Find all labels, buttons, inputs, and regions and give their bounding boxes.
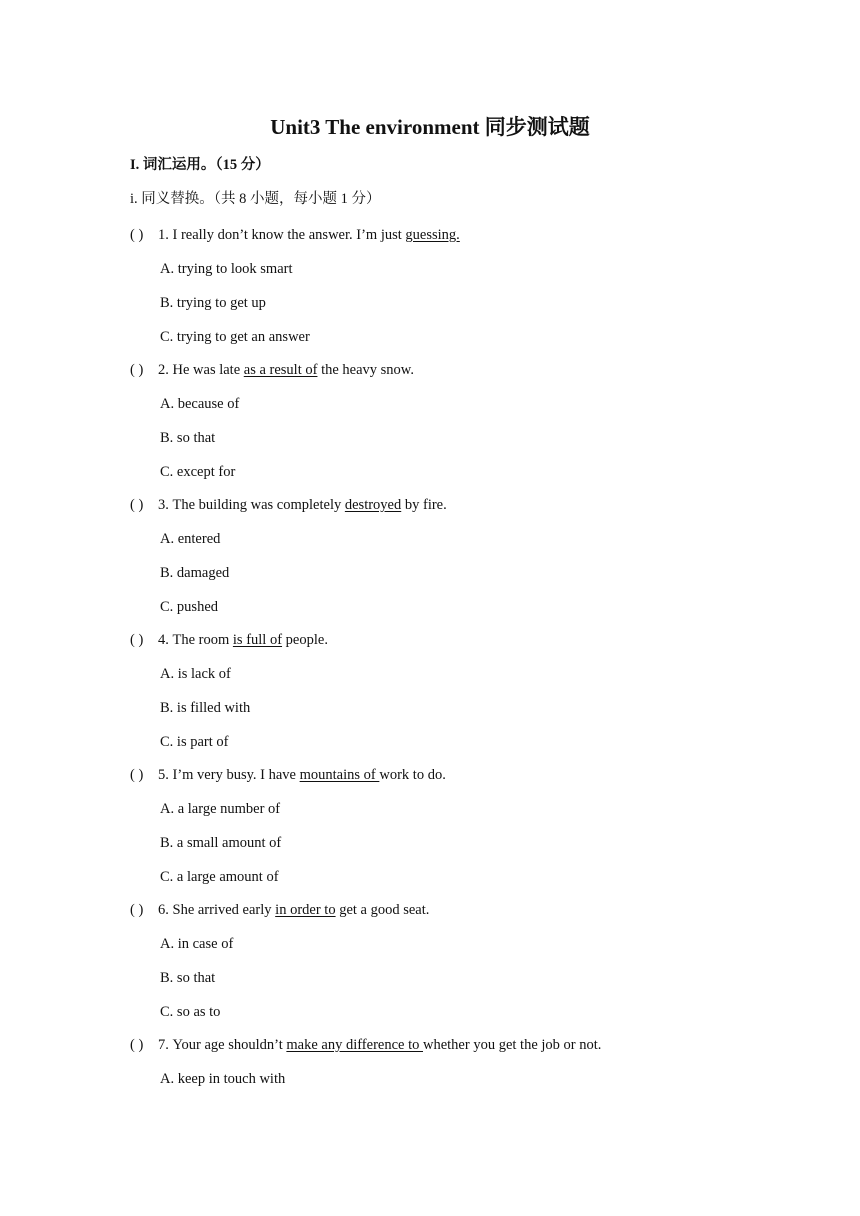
question-3	[130, 494, 447, 516]
question-number: 6.	[158, 902, 169, 918]
option-6a: A. in case of	[160, 936, 234, 952]
underlined-phrase: destroyed	[344, 497, 402, 513]
question-number: 1.	[158, 227, 169, 243]
question-text: I’m very busy. I have	[172, 767, 300, 783]
underlined-phrase: in order to	[275, 902, 336, 918]
option-2a: A. because of	[160, 396, 240, 412]
question-number: 7.	[158, 1037, 169, 1053]
option-1b: B. trying to get up	[160, 295, 266, 311]
question-number: 4.	[158, 632, 169, 648]
question-4	[130, 629, 328, 651]
answer-blank: ( )	[130, 227, 144, 243]
question-text-end: work to do.	[379, 767, 446, 783]
option-2b: B. so that	[160, 430, 216, 446]
underlined-phrase: guessing.	[405, 227, 460, 243]
question-text: I really don’t know the answer. I’m just	[172, 227, 406, 243]
option-4c: C. is part of	[160, 734, 229, 750]
answer-blank: ( )	[130, 902, 144, 918]
question-text-end: by fire.	[401, 497, 447, 513]
question-text-end: people.	[282, 632, 328, 648]
option-3b: B. damaged	[160, 565, 230, 581]
question-text-end: the heavy snow.	[317, 362, 414, 378]
question-number: 5.	[158, 767, 169, 783]
option-7a: A. keep in touch with	[160, 1071, 286, 1087]
answer-blank: ( )	[130, 497, 144, 513]
question-text: Your age shouldn’t	[172, 1037, 287, 1053]
question-text-end: whether you get the job or not.	[423, 1037, 602, 1053]
question-6	[130, 899, 429, 921]
question-1	[130, 224, 460, 246]
question-7	[130, 1034, 601, 1056]
answer-blank: ( )	[130, 1037, 144, 1053]
option-6b: B. so that	[160, 970, 216, 986]
underlined-phrase: as a result of	[243, 362, 318, 378]
option-3a: A. entered	[160, 531, 221, 547]
option-6c: C. so as to	[160, 1004, 221, 1020]
answer-blank: ( )	[130, 767, 144, 783]
question-text: The room	[172, 632, 233, 648]
option-5c: C. a large amount of	[160, 869, 279, 885]
option-4a: A. is lack of	[160, 666, 231, 682]
document-title: Unit3 The environment 同步测试题	[270, 115, 590, 139]
underlined-phrase: mountains of	[299, 767, 380, 783]
underlined-phrase: is full of	[232, 632, 283, 648]
question-text: The building was completely	[172, 497, 345, 513]
option-3c: C. pushed	[160, 599, 218, 615]
option-5a: A. a large number of	[160, 801, 281, 817]
option-2c: C. except for	[160, 464, 236, 480]
question-5	[130, 764, 446, 786]
question-text-end: get a good seat.	[335, 902, 430, 918]
question-number: 2.	[158, 362, 169, 378]
underlined-phrase: make any difference to	[286, 1037, 423, 1053]
question-text: He was late	[172, 362, 244, 378]
answer-blank: ( )	[130, 362, 144, 378]
answer-blank: ( )	[130, 632, 144, 648]
section-heading: I. 词汇运用。（15 分）	[130, 157, 270, 173]
option-1a: A. trying to look smart	[160, 261, 293, 277]
option-1c: C. trying to get an answer	[160, 329, 310, 345]
option-4b: B. is filled with	[160, 700, 251, 716]
question-number: 3.	[158, 497, 169, 513]
question-2	[130, 359, 414, 381]
question-text: She arrived early	[172, 902, 276, 918]
option-5b: B. a small amount of	[160, 835, 282, 851]
subsection-heading: i. 同义替换。（共 8 小题，每小题 1 分）	[130, 191, 381, 207]
